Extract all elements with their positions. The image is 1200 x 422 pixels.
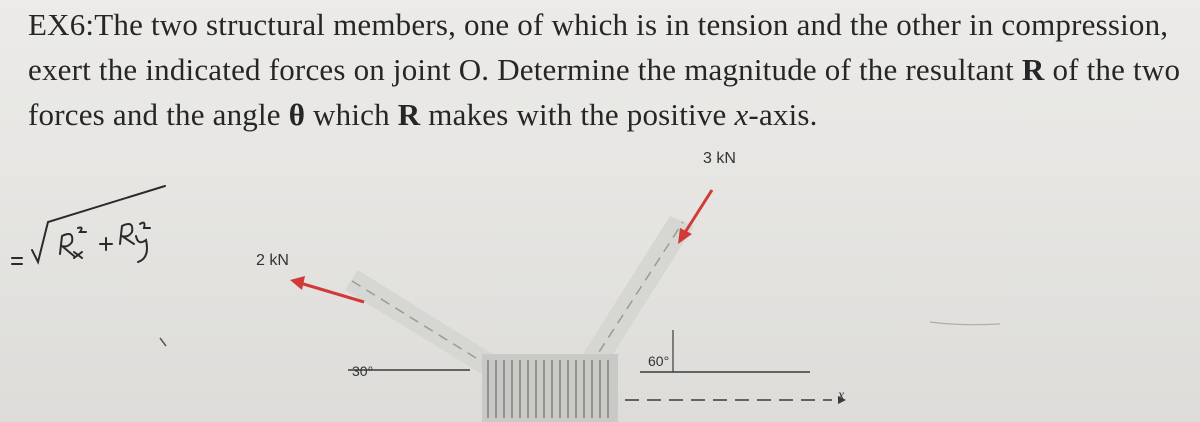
theta-symbol: θ (288, 97, 306, 132)
resultant-symbol-1: R (1021, 52, 1045, 87)
angle-label-30: 30° (352, 363, 374, 379)
arrow-3kn (678, 190, 712, 244)
problem-text-2: of the two forces and the angle (28, 52, 1181, 132)
gusset-plate (482, 354, 618, 422)
axis-label-x: x (838, 388, 845, 403)
problem-text-1: The two structural members, one of which is in tension and the other in compression, exert the indicated forces on joint O. Determine the magnitude of the resultant (28, 7, 1169, 87)
problem-text-5: -axis. (748, 97, 818, 132)
pen-tick (160, 338, 166, 346)
problem-text-3: which (305, 97, 398, 132)
member-3kn (578, 216, 694, 372)
problem-id: EX6: (28, 7, 95, 42)
force-label-3kn: 3 kN (703, 150, 736, 167)
handwritten-formula (12, 186, 165, 264)
resultant-symbol-2: R (397, 97, 421, 132)
problem-text-4: makes with the positive (420, 97, 735, 132)
pen-mark (930, 322, 1000, 325)
x-axis-symbol: x (734, 97, 749, 132)
force-label-2kn: 2 kN (256, 252, 289, 269)
angle-label-60: 60° (648, 353, 670, 369)
